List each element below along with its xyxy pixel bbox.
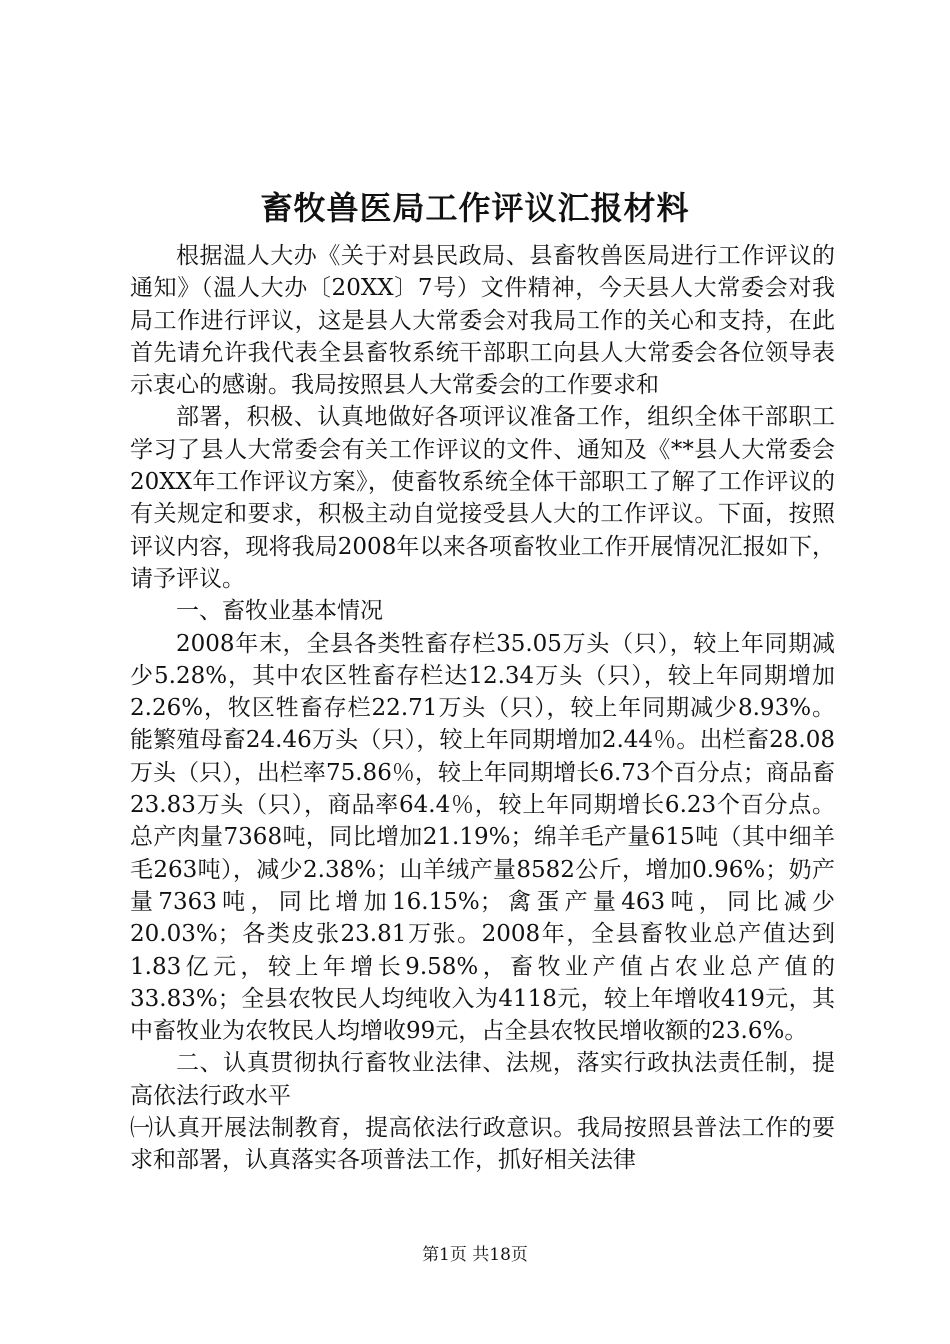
paragraph-preparation: 部署，积极、认真地做好各项评议准备工作，组织全体干部职工学习了县人大常委会有关工作评议的文件、通知及《**县人大常委会20XX年工作评议方案》，使畜牧系统全体干部职工了解了工作评议的有关规定和要求，积极主动自觉接受县人大的工作评议。下面，按照评议内容，现将我局2008年以来各项畜牧业工作开展情况汇报如下，请予评议。 bbox=[130, 404, 835, 592]
paragraph-statistics: 2008年末，全县各类牲畜存栏35.05万头（只），较上年同期减少5.28%，其中农区牲畜存栏达12.34万头（只），较上年同期增加2.26%，牧区牲畜存栏22.71万头（只），较上年同期减少8.93%。能繁殖母畜24.46万头（只），较上年同期增加2.44％。出栏畜28.08万头（只），出栏率75.86％，较上年同期增长6.73个百分点；商品畜23.83万头（只），商品率64.4％，较上年同期增长6.23个百分点。总产肉量7368吨，同比增加21.19%；绵羊毛产量615吨（其中细羊毛263吨），减少2.38%；山羊绒产量8582公斤，增加0.96%；奶产量7363吨，同比增加16.15%；禽蛋产量463吨，同比减少20.03%；各类皮张23.81万张。2008年，全县畜牧业总产值达到1.83亿元，较上年增长9.58%，畜牧业产值占农业总产值的33.83%；全县农牧民人均纯收入为4118元，较上年增收419元，其中畜牧业为农牧民人均增收99元，占全县农牧民增收额的23.6%。 bbox=[130, 630, 835, 1045]
section-heading-basic-situation: 一、畜牧业基本情况 bbox=[176, 598, 383, 625]
document-title: 畜牧兽医局工作评议汇报材料 bbox=[260, 189, 690, 227]
page-number-footer: 第1页 共18页 bbox=[422, 1245, 528, 1265]
paragraph-intro: 根据温人大办《关于对县民政局、县畜牧兽医局进行工作评议的通知》（温人大办〔20XX〕7号）文件精神，今天县人大常委会对我局工作进行评议，这是县人大常委会对我局工作的关心和支持，在此首先请允许我代表全县畜牧系统干部职工向县人大常委会各位领导表示衷心的感谢。我局按照县人大常委会的工作要求和 bbox=[130, 243, 835, 399]
document-body bbox=[130, 240, 835, 1177]
paragraph-legal-education: ㈠认真开展法制教育，提高依法行政意识。我局按照县普法工作的要求和部署，认真落实各项普法工作，抓好相关法律 bbox=[130, 1115, 835, 1174]
section-heading-law-enforcement: 二、认真贯彻执行畜牧业法律、法规，落实行政执法责任制，提高依法行政水平 bbox=[130, 1050, 835, 1109]
